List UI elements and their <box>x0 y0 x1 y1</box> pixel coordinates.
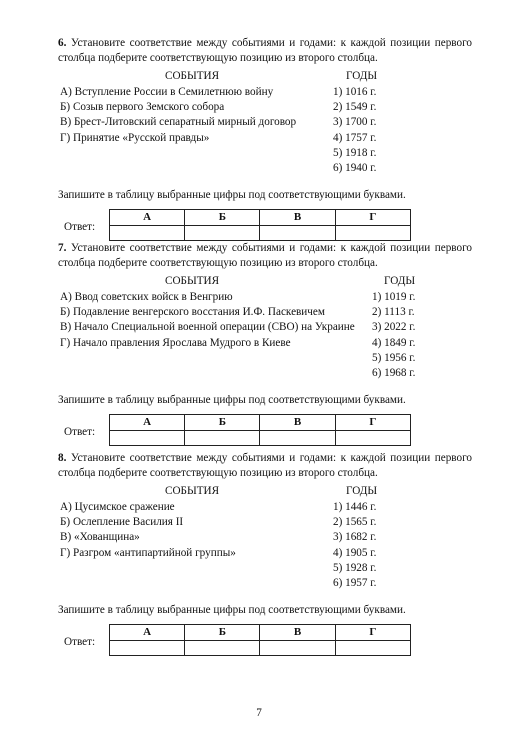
year-item: 2) 1565 г. <box>333 516 377 529</box>
matching-row <box>58 351 472 366</box>
matching-row <box>58 561 472 576</box>
answer-letter-header: А <box>110 625 185 641</box>
year-item: 5) 1928 г. <box>333 561 377 574</box>
task-question <box>58 241 472 271</box>
matching-columns <box>58 69 472 176</box>
answer-block <box>58 209 472 243</box>
answer-input-cell[interactable] <box>185 226 260 241</box>
year-item: 4) 1757 г. <box>333 131 377 144</box>
events-header: СОБЫТИЯ <box>165 485 220 497</box>
event-item: Г) Принятие «Русской правды» <box>60 131 210 144</box>
matching-columns <box>58 484 472 591</box>
task-question <box>58 36 472 66</box>
matching-row <box>58 290 472 305</box>
year-item: 5) 1918 г. <box>333 146 377 159</box>
answer-input-cell[interactable] <box>260 641 335 656</box>
answer-label: Ответ: <box>64 636 96 649</box>
matching-row <box>58 546 472 561</box>
matching-row <box>58 515 472 530</box>
task-number: 8. <box>58 452 67 464</box>
answer-letter-header: Б <box>185 625 260 641</box>
task-8 <box>58 451 472 658</box>
year-item: 3) 1682 г. <box>333 531 377 544</box>
answer-input-cell[interactable] <box>335 226 410 241</box>
task-7 <box>58 241 472 448</box>
answer-input-cell[interactable] <box>335 431 410 446</box>
answer-input-cell[interactable] <box>110 226 185 241</box>
answer-letter-header: А <box>110 415 185 431</box>
answer-letter-header: А <box>110 210 185 226</box>
year-item: 1) 1019 г. <box>372 291 416 303</box>
event-item: А) Ввод советских войск в Венгрию <box>60 291 233 303</box>
event-item: А) Вступление России в Семилетнюю войну <box>60 86 274 98</box>
years-header: ГОДЫ <box>384 275 416 287</box>
matching-row <box>58 320 472 335</box>
answer-table <box>109 414 411 446</box>
answer-letter-header: В <box>260 415 335 431</box>
matching-row <box>58 85 472 100</box>
matching-row <box>58 115 472 130</box>
year-item: 3) 2022 г. <box>372 321 416 334</box>
event-item: В) Начало Специальной военной операции (СВО) на Украине <box>60 321 355 334</box>
instruction-text: Запишите в таблицу выбранные цифры под соответствующими буквами. <box>58 604 406 617</box>
matching-columns <box>58 274 472 381</box>
answer-input-cell[interactable] <box>260 431 335 446</box>
matching-row <box>58 336 472 351</box>
matching-row <box>58 576 472 591</box>
event-item: Г) Разгром «антипартийной группы» <box>60 546 236 559</box>
year-item: 4) 1849 г. <box>372 336 416 349</box>
answer-input-cell[interactable] <box>110 431 185 446</box>
matching-row <box>58 100 472 115</box>
task-question <box>58 451 472 481</box>
years-header: ГОДЫ <box>346 485 378 497</box>
event-item: Б) Созыв первого Земского собора <box>60 101 225 114</box>
year-item: 1) 1446 г. <box>333 501 377 513</box>
event-item: А) Цусимское сражение <box>60 501 175 513</box>
year-item: 6) 1940 г. <box>333 161 377 174</box>
answer-input-cell[interactable] <box>260 226 335 241</box>
matching-row <box>58 500 472 515</box>
answer-label: Ответ: <box>64 426 96 439</box>
answer-input-cell[interactable] <box>335 641 410 656</box>
year-item: 2) 1549 г. <box>333 101 377 114</box>
answer-block <box>58 414 472 448</box>
answer-letter-header: Г <box>335 415 410 431</box>
answer-letter-header: Б <box>185 415 260 431</box>
instruction-text: Запишите в таблицу выбранные цифры под соответствующими буквами. <box>58 394 406 407</box>
year-item: 3) 1700 г. <box>333 116 377 129</box>
event-item: Б) Подавление венгерского восстания И.Ф. Паскевичем <box>60 306 325 319</box>
task-number: 7. <box>58 242 67 254</box>
answer-letter-header: Б <box>185 210 260 226</box>
event-item: В) «Хованщина» <box>60 531 140 544</box>
instruction-text: Запишите в таблицу выбранные цифры под соответствующими буквами. <box>58 189 406 202</box>
answer-input-cell[interactable] <box>185 431 260 446</box>
event-item: Г) Начало правления Ярослава Мудрого в Киеве <box>60 336 291 349</box>
page-number: 7 <box>256 707 262 719</box>
task-question-text: Установите соответствие между событиями и годами: к каждой позиции первого столбца подберите соответствующую позицию из второго столбца. <box>58 242 472 269</box>
answer-input-cell[interactable] <box>110 641 185 656</box>
year-item: 6) 1968 г. <box>372 366 416 379</box>
year-item: 6) 1957 г. <box>333 576 377 589</box>
answer-letter-header: Г <box>335 210 410 226</box>
task-6 <box>58 36 472 243</box>
matching-row <box>58 305 472 320</box>
event-item: В) Брест-Литовский сепаратный мирный договор <box>60 116 297 129</box>
years-header: ГОДЫ <box>346 70 378 82</box>
answer-letter-header: Г <box>335 625 410 641</box>
year-item: 2) 1113 г. <box>372 306 415 319</box>
year-item: 5) 1956 г. <box>372 351 416 364</box>
matching-row <box>58 530 472 545</box>
answer-letter-header: В <box>260 625 335 641</box>
year-item: 1) 1016 г. <box>333 86 377 98</box>
matching-row <box>58 146 472 161</box>
answer-table <box>109 624 411 656</box>
events-header: СОБЫТИЯ <box>165 70 220 82</box>
task-number: 6. <box>58 37 67 49</box>
year-item: 4) 1905 г. <box>333 546 377 559</box>
event-item: Б) Ослепление Василия II <box>60 516 184 529</box>
answer-letter-header: В <box>260 210 335 226</box>
matching-row <box>58 161 472 176</box>
task-question-text: Установите соответствие между событиями и годами: к каждой позиции первого столбца подберите соответствующую позицию из второго столбца. <box>58 452 472 479</box>
answer-block <box>58 624 472 658</box>
answer-input-cell[interactable] <box>185 641 260 656</box>
matching-row <box>58 131 472 146</box>
task-question-text: Установите соответствие между событиями и годами: к каждой позиции первого столбца подберите соответствующую позицию из второго столбца. <box>58 37 472 64</box>
events-header: СОБЫТИЯ <box>165 275 220 287</box>
answer-table <box>109 209 411 241</box>
answer-label: Ответ: <box>64 221 96 234</box>
matching-row <box>58 366 472 381</box>
